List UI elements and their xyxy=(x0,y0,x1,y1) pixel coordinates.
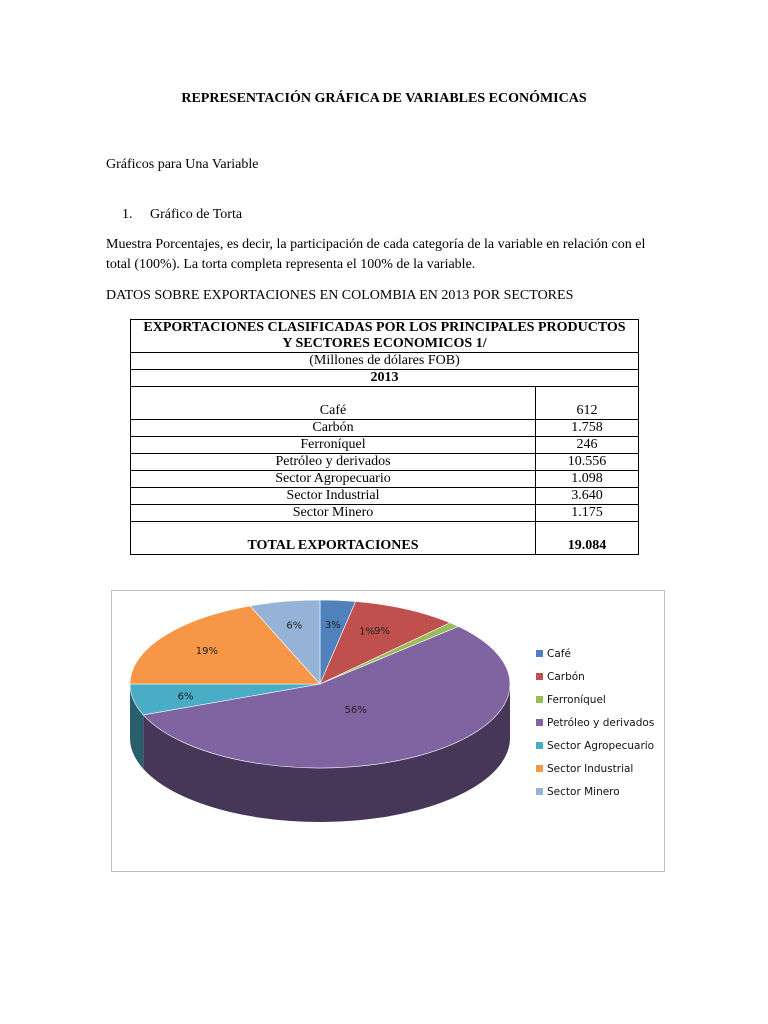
list-number: 1. xyxy=(122,207,133,222)
list-item-text: Gráfico de Torta xyxy=(150,207,243,222)
row-label: Ferroníquel xyxy=(131,437,536,454)
row-label: Sector Minero xyxy=(131,505,536,522)
table-row xyxy=(131,488,639,505)
table-header-line1: EXPORTACIONES CLASIFICADAS POR LOS PRINCIPALES PRODUCTOS xyxy=(131,320,639,337)
pie-data-label-0: 3% xyxy=(324,619,341,631)
table-row xyxy=(131,420,639,437)
row-value: 10.556 xyxy=(536,454,639,471)
row-label: Sector Industrial xyxy=(131,488,536,505)
row-value: 1.758 xyxy=(536,420,639,437)
row-label: Petróleo y derivados xyxy=(131,454,536,471)
row-value: 3.640 xyxy=(536,488,639,505)
legend-entry-3: Petróleo y derivados xyxy=(547,717,655,729)
table-row xyxy=(131,471,639,488)
legend-entry-1: Carbón xyxy=(547,671,585,683)
table-units: (Millones de dólares FOB) xyxy=(131,353,639,370)
table-spacer xyxy=(131,387,536,404)
row-value: 1.175 xyxy=(536,505,639,522)
row-value: 612 xyxy=(536,403,639,420)
table-year: 2013 xyxy=(131,370,639,387)
pie-data-label-1: 9% xyxy=(374,626,391,638)
legend-entry-5: Sector Industrial xyxy=(547,763,634,775)
pie-data-label-2: 1% xyxy=(359,626,375,638)
table-row xyxy=(131,437,639,454)
legend-entry-6: Sector Minero xyxy=(547,786,620,798)
legend-swatch-3 xyxy=(536,719,543,726)
legend-entry-4: Sector Agropecuario xyxy=(547,740,655,752)
legend-entry-2: Ferroníquel xyxy=(547,694,606,706)
table-row xyxy=(131,454,639,471)
legend-swatch-2 xyxy=(536,696,543,703)
pie-data-label-3: 56% xyxy=(344,704,367,716)
pie-data-label-5: 19% xyxy=(195,646,218,658)
pie-chart xyxy=(111,590,665,872)
description-paragraph: Muestra Porcentajes, es decir, la participación de cada categoría de la variable en relación con el total (100%). La torta completa representa el 100% de la variable. xyxy=(106,237,646,272)
exports-table xyxy=(130,319,639,555)
row-value: 246 xyxy=(536,437,639,454)
pie-chart-svg xyxy=(112,591,664,871)
legend-swatch-4 xyxy=(536,742,543,749)
total-value: 19.084 xyxy=(536,538,639,555)
row-label: Café xyxy=(131,403,536,420)
legend-entry-0: Café xyxy=(547,648,571,660)
row-value: 1.098 xyxy=(536,471,639,488)
table-row xyxy=(131,403,639,420)
row-label: Sector Agropecuario xyxy=(131,471,536,488)
legend-swatch-1 xyxy=(536,673,543,680)
total-label: TOTAL EXPORTACIONES xyxy=(131,538,536,555)
row-label: Carbón xyxy=(131,420,536,437)
legend-swatch-0 xyxy=(536,650,543,657)
table-row xyxy=(131,505,639,522)
table-spacer xyxy=(536,387,639,404)
pie-data-label-6: 6% xyxy=(286,620,303,632)
section-subtitle: Gráficos para Una Variable xyxy=(106,157,259,172)
table-header-line2: Y SECTORES ECONOMICOS 1/ xyxy=(131,336,639,353)
page-title: REPRESENTACIÓN GRÁFICA DE VARIABLES ECONÓMICAS xyxy=(181,91,587,106)
data-heading: DATOS SOBRE EXPORTACIONES EN COLOMBIA EN 2013 POR SECTORES xyxy=(106,288,574,303)
table-spacer xyxy=(131,522,536,539)
legend-swatch-5 xyxy=(536,765,543,772)
legend-swatch-6 xyxy=(536,788,543,795)
pie-data-label-4: 6% xyxy=(177,691,194,703)
table-spacer xyxy=(536,522,639,539)
list-item xyxy=(122,205,242,225)
